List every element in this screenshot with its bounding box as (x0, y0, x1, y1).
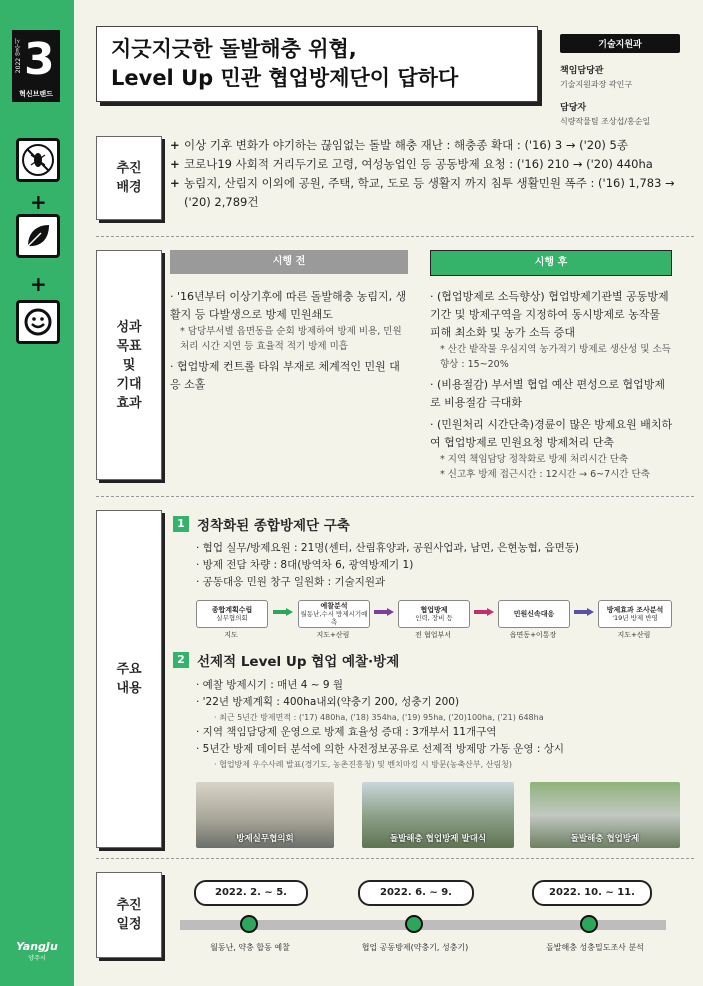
background-item: + 농림지, 산림지 이외에 공원, 주택, 학교, 도로 등 생활지 까지 침투 생활민원 폭주 : ('16) 1,783 → ('20) 2,789건 (170, 176, 675, 209)
flow-caption: 지도 (224, 631, 238, 639)
page-title (111, 35, 458, 93)
list-item: · 5년간 방제 데이터 분석에 의한 사전정보공유로 선제적 방제망 가동 운영 : 상시 (196, 743, 565, 755)
after-header: 시행 후 (430, 250, 672, 276)
arrow-icon (474, 608, 494, 616)
leaf-icon (16, 214, 60, 258)
divider (96, 236, 694, 237)
arrow-icon (374, 608, 394, 616)
photo-caption: 돌발해충 협업방제 발대식 (389, 834, 487, 844)
smile-icon (16, 300, 60, 344)
list-subitem: · 협업방제 우수사례 발표(경기도, 농촌진흥청) 및 벤치마킹 시 방문(농축산부, 산림청) (214, 760, 513, 769)
flow-caption: 읍면동+이통장 (509, 631, 557, 639)
photo-caption: 방제실무협의회 (236, 834, 294, 844)
title-line-1: 지긋지긋한 돌발해충 위협, (111, 37, 357, 61)
flow-step: 민원신속대응 (498, 600, 570, 628)
flow-step: 종합계획수립 실무협의회 (196, 600, 268, 628)
meta-panel (560, 34, 680, 127)
section-heading-1 (173, 514, 350, 534)
flow-step: 방제효과 조사분석 '19년 방제 반영 (598, 600, 672, 628)
sec2-list (196, 677, 564, 771)
photo-spraying (530, 782, 680, 848)
brand-year: 2022 양주시 (15, 38, 22, 74)
city-subname: 양주시 (28, 955, 46, 962)
timeline-caption: 월동난, 약충 합동 예찰 (210, 943, 290, 952)
flow-caption: 지도+산림 (316, 631, 350, 639)
section-number: 1 (173, 516, 189, 532)
staff-name: 식량작물팀 조상섭/홍순일 (560, 117, 651, 126)
schedule-date: 2022. 2. ~ 5. (194, 880, 308, 906)
list-item: · 방제 전담 차량 : 8대(방역차 6, 광역방제기 1) (196, 559, 414, 571)
sidebar (0, 0, 74, 986)
section-label-schedule: 추진 일정 (96, 872, 162, 958)
section-label-effects: 성과 목표 및 기대 효과 (96, 250, 162, 480)
before-item: · 협업방제 컨트롤 타워 부재로 체계적인 민원 대응 소홀 (170, 360, 400, 391)
city-logo (12, 940, 62, 962)
staff-label: 담당자 (560, 103, 587, 113)
list-item: · 지역 책임담당제 운영으로 방제 효율성 증대 : 3개부서 11개구역 (196, 726, 497, 738)
timeline-caption: 돌발해충 성충밀도조사 분석 (546, 943, 644, 952)
timeline-dot (405, 915, 423, 933)
title-box (96, 26, 538, 102)
arrow-icon (574, 608, 594, 616)
brand-logo-letter: 3 (24, 34, 55, 85)
list-item: · '22년 방제계획 : 400ha내외(약충기 200, 성충기 200) (196, 696, 460, 708)
mosquito-icon (16, 138, 60, 182)
divider (96, 858, 694, 859)
dept-badge: 기술지원과 (560, 34, 680, 53)
section-number: 2 (173, 652, 189, 668)
plus-icon: + (30, 190, 47, 214)
timeline-dot (240, 915, 258, 933)
timeline-caption: 협업 공동방제(약충기, 성충기) (361, 943, 469, 952)
section-title: 선제적 Level Up 협업 예찰·방제 (197, 654, 400, 670)
photo-launch (362, 782, 514, 848)
manager-label: 책임담당관 (560, 66, 604, 76)
timeline-dot (580, 915, 598, 933)
photo-meeting (196, 782, 334, 848)
after-item: · (협업방제로 소득향상) 협업방제기관별 공동방제 기간 및 방제구역을 지정하여 동시방제로 농작물 피해 최소화 및 농가 소득 증대 * 산간 밭작물 우심지역 농가적기 방제로 생산성 및 소득향상 : 15~20% (430, 290, 671, 370)
after-item: · (비용절감) 부서별 협업 예산 편성으로 협업방제로 비용절감 극대화 (430, 378, 665, 409)
list-item: · 공동대응 민원 창구 일원화 : 기술지원과 (196, 576, 386, 588)
plus-icon: + (30, 272, 47, 296)
divider (96, 496, 694, 497)
arrow-icon (273, 608, 293, 616)
manager-name: 기술지원과장 곽인구 (560, 80, 633, 89)
section-label-background: 추진 배경 (96, 136, 162, 220)
background-item: + 이상 기후 변화가 야기하는 끊임없는 돌발 해충 재난 : 해충종 확대 : ('16) 3 → ('20) 5종 (170, 138, 628, 152)
flow-caption: 전 협업부서 (414, 631, 452, 639)
before-item: · '16년부터 이상기후에 따른 돌발해충 농림지, 생활지 등 다발생으로 방제 민원쇄도 * 담당부서별 읍면동을 순회 방제하여 방제 비용, 민원처리 시간 지연 등 효율적 적기 방제 미흡 (170, 290, 407, 352)
photo-caption: 돌발해충 협업방제 (570, 834, 640, 844)
background-item: + 코로나19 사회적 거리두기로 고령, 여성농업인 등 공동방제 요청 : ('16) 210 → ('20) 440ha (170, 157, 653, 171)
schedule-date: 2022. 6. ~ 9. (358, 880, 474, 906)
before-list (170, 288, 410, 398)
list-item: · 협업 실무/방제요원 : 21명(센터, 산림휴양과, 공원사업과, 남면, 은현농협, 읍면동) (196, 542, 579, 554)
section-title: 정착화된 종합방제단 구축 (197, 518, 350, 534)
list-subitem: · 최근 5년간 방제면적 : ('17) 480ha, ('18) 354ha, ('19) 95ha, ('20)100ha, ('21) 648ha (214, 713, 544, 722)
list-item: · 예찰 방제시기 : 매년 4 ~ 9 월 (196, 679, 344, 691)
city-name: YangJu (16, 940, 58, 953)
title-line-2: Level Up 민관 협업방제단이 답하다 (111, 66, 459, 90)
flow-step: 협업방제 인력, 장비 등 (398, 600, 470, 628)
after-list (430, 288, 674, 486)
section-label-main: 주요 내용 (96, 510, 162, 848)
schedule-date: 2022. 10. ~ 11. (532, 880, 652, 906)
flow-caption: 지도+산림 (617, 631, 651, 639)
section-heading-2 (173, 650, 399, 670)
after-item: · (민원처리 시간단축)경륜이 많은 방제요원 배치하여 협업방제로 민원요청 방제처리 단축 * 지역 책임담당 정착화로 방제 처리시간 단축 * 신고후 방제 접근시간 : 12시간 → 6~7시간 단축 (430, 418, 673, 480)
sec1-list (196, 540, 579, 591)
brand-logo (12, 30, 60, 102)
background-list (170, 136, 690, 212)
brand-label: 혁신브랜드 (19, 90, 53, 98)
before-header: 시행 전 (170, 250, 408, 274)
flow-step: 예찰분석 월동난,수시 방제시기예측 (298, 600, 370, 628)
